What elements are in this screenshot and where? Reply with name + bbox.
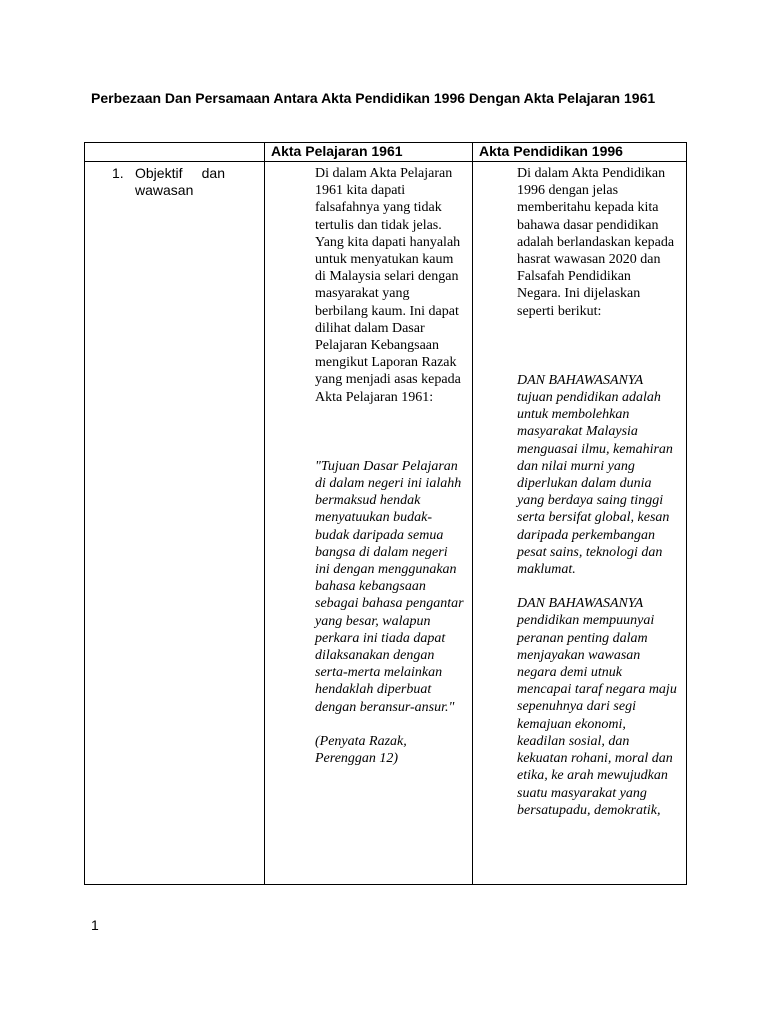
akta-1996-cell [473,162,687,885]
header-empty [85,143,265,162]
akta-1996-intro: Di dalam Akta Pendidikan 1996 dengan jelas memberitahu kepada kita bahawa dasar pendidikan adalah berlandaskan kepada hasrat wawasan 2020 dan Falsafah Pendidikan Negara. Ini dijelaskan seperti berikut: [517,166,675,319]
akta-1961-intro: Di dalam Akta Pelajaran 1961 kita dapati falsafahnya yang tidak tertulis dan tidak jelas. Yang kita dapati hanyalah untuk menyatukan kaum di Malaysia selari dengan masyarakat yang berbilang kaum. Ini dapat dilihat dalam Dasar Pelajaran Kebangsaan mengikut Laporan Razak yang menjadi asas kepada Akta Pelajaran 1961: [315,166,461,405]
akta-1961-source: (Penyata Razak, Perenggan 12) [315,733,407,767]
row-number: 1. [112,165,124,181]
comparison-table [84,142,687,885]
header-akta-1961: Akta Pelajaran 1961 [265,143,473,162]
akta-1961-quote: "Tujuan Dasar Pelajaran di dalam negeri ini ialahh bermaksud hendak menyatuukan budak-budak daripada semua bangsa di dalam negeri ini dengan menggunakan bahasa kebangsaan sebagai bahasa pengantar yang besar, walapun perkara ini tiada dapat dilaksanakan dengan serta-merta melainkan hendaklah diperbuat dengan beransur-ansur." [315,458,464,715]
header-akta-1996: Akta Pendidikan 1996 [473,143,687,162]
page-number: 1 [91,917,99,933]
row-label: Objektif dan wawasan [135,165,225,198]
table-header-row [85,143,687,162]
row-label-cell [85,162,265,885]
table-row [85,162,687,885]
akta-1996-quote-2: DAN BAHAWASANYA pendidikan mempuunyai peranan penting dalam menjayakan wawasan negara demi utnuk mencapai taraf negara maju sepenuhnya dari segi kemajuan ekonomi, keadilan sosial, dan kekuatan rohani, moral dan etika, ke arah mewujudkan suatu masyarakat yang bersatupadu, demokratik, [517,596,677,818]
akta-1996-quote-1: DAN BAHAWASANYA tujuan pendidikan adalah untuk membolehkan masyarakat Malaysia menguasai ilmu, kemahiran dan nilai murni yang diperlukan dalam dunia yang berdaya saing tinggi serta bersifat global, kesan daripada perkembangan pesat sains, teknologi dan maklumat. [517,372,673,578]
akta-1961-cell [265,162,473,885]
document-title: Perbezaan Dan Persamaan Antara Akta Pendidikan 1996 Dengan Akta Pelajaran 1961 [91,90,656,106]
